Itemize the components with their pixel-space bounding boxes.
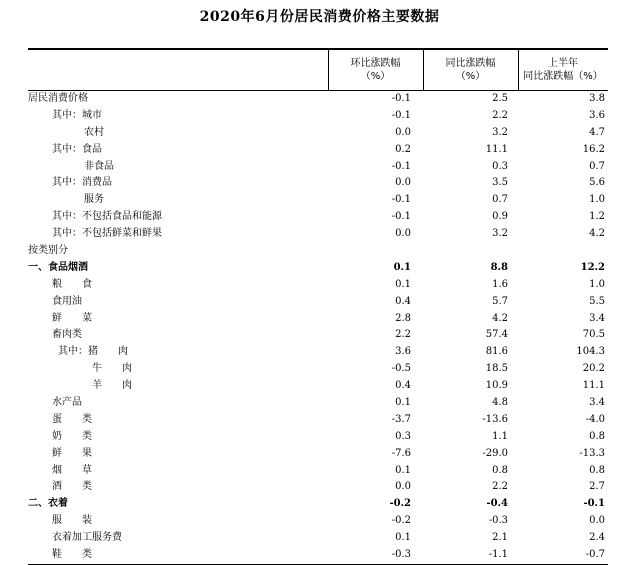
row-label: 其中：消费品 — [52, 177, 112, 189]
table-row — [28, 277, 608, 294]
row-value-h1: 3.4 — [589, 312, 605, 324]
table-body — [28, 91, 608, 564]
row-value-mom: 0.1 — [395, 397, 411, 409]
row-value-mom: 0.0 — [395, 481, 411, 493]
row-label: 其中：城市 — [52, 109, 102, 121]
row-value-h1: 0.7 — [589, 160, 605, 172]
row-label: 食用油 — [52, 295, 82, 307]
table-row — [28, 260, 608, 277]
row-value-h1: -4.0 — [585, 413, 605, 425]
row-value-yoy: 4.8 — [492, 397, 508, 409]
table-row — [28, 327, 608, 344]
row-value-yoy: 1.6 — [492, 278, 508, 290]
row-label: 蛋 类 — [52, 413, 92, 425]
row-value-yoy: 11.1 — [485, 143, 508, 155]
row-value-h1: 5.5 — [589, 295, 605, 307]
row-value-yoy: 81.6 — [485, 346, 508, 358]
row-label: 其中：猪 肉 — [58, 346, 128, 358]
header-h1 — [518, 50, 608, 90]
row-value-mom: -0.5 — [391, 363, 411, 375]
row-value-yoy: 57.4 — [485, 329, 508, 341]
table-row — [28, 91, 608, 108]
table-row — [28, 446, 608, 463]
row-value-h1: 12.2 — [580, 261, 605, 273]
row-label: 鲜 菜 — [52, 312, 92, 324]
row-value-yoy: -0.4 — [486, 498, 508, 510]
table-row — [28, 395, 608, 412]
table-row — [28, 311, 608, 328]
row-value-mom: 0.1 — [395, 464, 411, 476]
table-header — [28, 48, 608, 91]
row-label: 鞋 类 — [52, 549, 92, 561]
row-value-mom: 0.0 — [395, 177, 411, 189]
row-value-mom: -7.6 — [391, 447, 411, 459]
row-label: 按类别分 — [28, 245, 68, 257]
row-value-h1: 1.2 — [589, 211, 605, 223]
row-value-h1: 11.1 — [582, 380, 605, 392]
row-value-h1: -0.7 — [585, 549, 605, 561]
table-row — [28, 378, 608, 395]
row-value-h1: 1.0 — [589, 278, 605, 290]
row-value-yoy: 2.2 — [492, 481, 508, 493]
row-label: 服 装 — [52, 515, 92, 527]
row-label: 牛 肉 — [92, 363, 132, 375]
table-row — [28, 496, 608, 513]
cpi-table — [28, 48, 608, 564]
row-value-mom: -0.1 — [391, 211, 411, 223]
header-mom-line2: （%） — [360, 71, 391, 82]
header-yoy — [423, 50, 518, 90]
row-label: 羊 肉 — [92, 380, 132, 392]
row-label: 酒 类 — [52, 481, 92, 493]
row-value-yoy: 3.2 — [492, 228, 508, 240]
row-label: 非食品 — [84, 160, 114, 172]
table-row — [28, 530, 608, 547]
row-value-yoy: 0.3 — [492, 160, 508, 172]
page-title: 2020年6月份居民消费价格主要数据 — [199, 9, 440, 25]
row-value-yoy: 1.1 — [492, 430, 508, 442]
row-value-yoy: 3.5 — [492, 177, 508, 189]
row-value-h1: 4.2 — [589, 228, 605, 240]
row-value-yoy: 3.2 — [492, 126, 508, 138]
row-value-yoy: -1.1 — [488, 549, 508, 561]
header-mom — [328, 50, 423, 90]
row-value-yoy: 4.2 — [492, 312, 508, 324]
row-value-mom: -0.1 — [391, 109, 411, 121]
row-label: 其中：不包括食品和能源 — [52, 211, 162, 223]
row-value-h1: 2.4 — [589, 532, 605, 544]
row-value-mom: 0.4 — [395, 380, 411, 392]
table-row — [28, 175, 608, 192]
row-value-mom: 0.1 — [395, 532, 411, 544]
row-value-mom: -0.1 — [391, 194, 411, 206]
row-label: 粮 食 — [52, 278, 92, 290]
table-row — [28, 125, 608, 142]
row-value-h1: 3.8 — [589, 93, 605, 104]
row-value-yoy: 2.1 — [492, 532, 508, 544]
row-label: 农村 — [84, 126, 104, 138]
row-value-yoy: 0.7 — [492, 194, 508, 206]
table-row — [28, 209, 608, 226]
row-value-mom: -0.2 — [389, 498, 411, 510]
header-mom-line1: 环比涨跌幅 — [350, 58, 401, 69]
row-value-mom: 2.8 — [395, 312, 411, 324]
row-label: 畜肉类 — [52, 329, 82, 341]
row-value-mom: 3.6 — [395, 346, 411, 358]
row-value-h1: 3.6 — [589, 109, 605, 121]
row-label: 水产品 — [52, 397, 82, 409]
row-value-yoy: -29.0 — [482, 447, 508, 459]
row-label: 一、食品烟酒 — [28, 261, 88, 273]
row-value-mom: 0.4 — [395, 295, 411, 307]
table-row — [28, 226, 608, 243]
row-label: 二、衣着 — [28, 498, 68, 510]
table-row — [28, 108, 608, 125]
row-value-h1: 3.4 — [589, 397, 605, 409]
row-value-mom: 0.3 — [395, 430, 411, 442]
row-value-mom: -0.3 — [391, 549, 411, 561]
row-value-yoy: 10.9 — [485, 380, 508, 392]
row-label: 其中：食品 — [52, 143, 102, 155]
row-label: 其中：不包括鲜菜和鲜果 — [52, 228, 162, 240]
table-row — [28, 463, 608, 480]
table-row — [28, 344, 608, 361]
header-h1-line1: 上半年 — [548, 58, 578, 69]
row-value-h1: 1.0 — [589, 194, 605, 206]
row-label: 衣着加工服务费 — [52, 532, 122, 544]
row-value-mom: -0.2 — [391, 515, 411, 527]
row-label: 烟 草 — [52, 464, 92, 476]
row-value-mom: 2.2 — [395, 329, 411, 341]
row-value-h1: 70.5 — [582, 329, 605, 341]
header-h1-line2: 同比涨跌幅（%） — [523, 71, 603, 82]
row-value-yoy: 8.8 — [490, 261, 508, 273]
row-value-yoy: -13.6 — [482, 413, 508, 425]
table-row — [28, 429, 608, 446]
header-yoy-line2: （%） — [455, 71, 486, 82]
row-value-h1: 2.7 — [589, 481, 605, 493]
table-row — [28, 192, 608, 209]
row-value-yoy: 2.2 — [492, 109, 508, 121]
row-value-yoy: 0.8 — [492, 464, 508, 476]
row-value-yoy: 2.5 — [492, 93, 508, 104]
header-yoy-line1: 同比涨跌幅 — [445, 58, 496, 69]
row-value-h1: 20.2 — [582, 363, 605, 375]
row-value-h1: 104.3 — [576, 346, 605, 358]
row-value-mom: 0.1 — [395, 278, 411, 290]
row-value-h1: 0.8 — [589, 430, 605, 442]
row-value-yoy: 5.7 — [492, 295, 508, 307]
table-row — [28, 479, 608, 496]
table-row — [28, 547, 608, 564]
table-row — [28, 142, 608, 159]
row-label: 居民消费价格 — [28, 93, 88, 104]
table-row — [28, 361, 608, 378]
row-value-mom: -3.7 — [391, 413, 411, 425]
table-row — [28, 294, 608, 311]
row-value-mom: -0.1 — [391, 160, 411, 172]
table-row — [28, 513, 608, 530]
row-value-yoy: 18.5 — [485, 363, 508, 375]
row-value-h1: 4.7 — [589, 126, 605, 138]
row-value-h1: 0.8 — [589, 464, 605, 476]
row-value-h1: -13.3 — [579, 447, 605, 459]
row-value-h1: 0.0 — [589, 515, 605, 527]
row-label: 鲜 果 — [52, 447, 92, 459]
table-row — [28, 412, 608, 429]
row-label: 奶 类 — [52, 430, 92, 442]
row-label: 服务 — [84, 194, 104, 206]
row-value-h1: -0.1 — [583, 498, 605, 510]
row-value-mom: 0.1 — [393, 261, 411, 273]
table-row — [28, 159, 608, 176]
table-row — [28, 243, 608, 260]
row-value-mom: 0.0 — [395, 228, 411, 240]
row-value-mom: 0.2 — [395, 143, 411, 155]
row-value-mom: -0.1 — [391, 93, 411, 104]
row-value-yoy: -0.3 — [488, 515, 508, 527]
row-value-yoy: 0.9 — [492, 211, 508, 223]
row-value-h1: 5.6 — [589, 177, 605, 189]
row-value-mom: 0.0 — [395, 126, 411, 138]
row-value-h1: 16.2 — [582, 143, 605, 155]
